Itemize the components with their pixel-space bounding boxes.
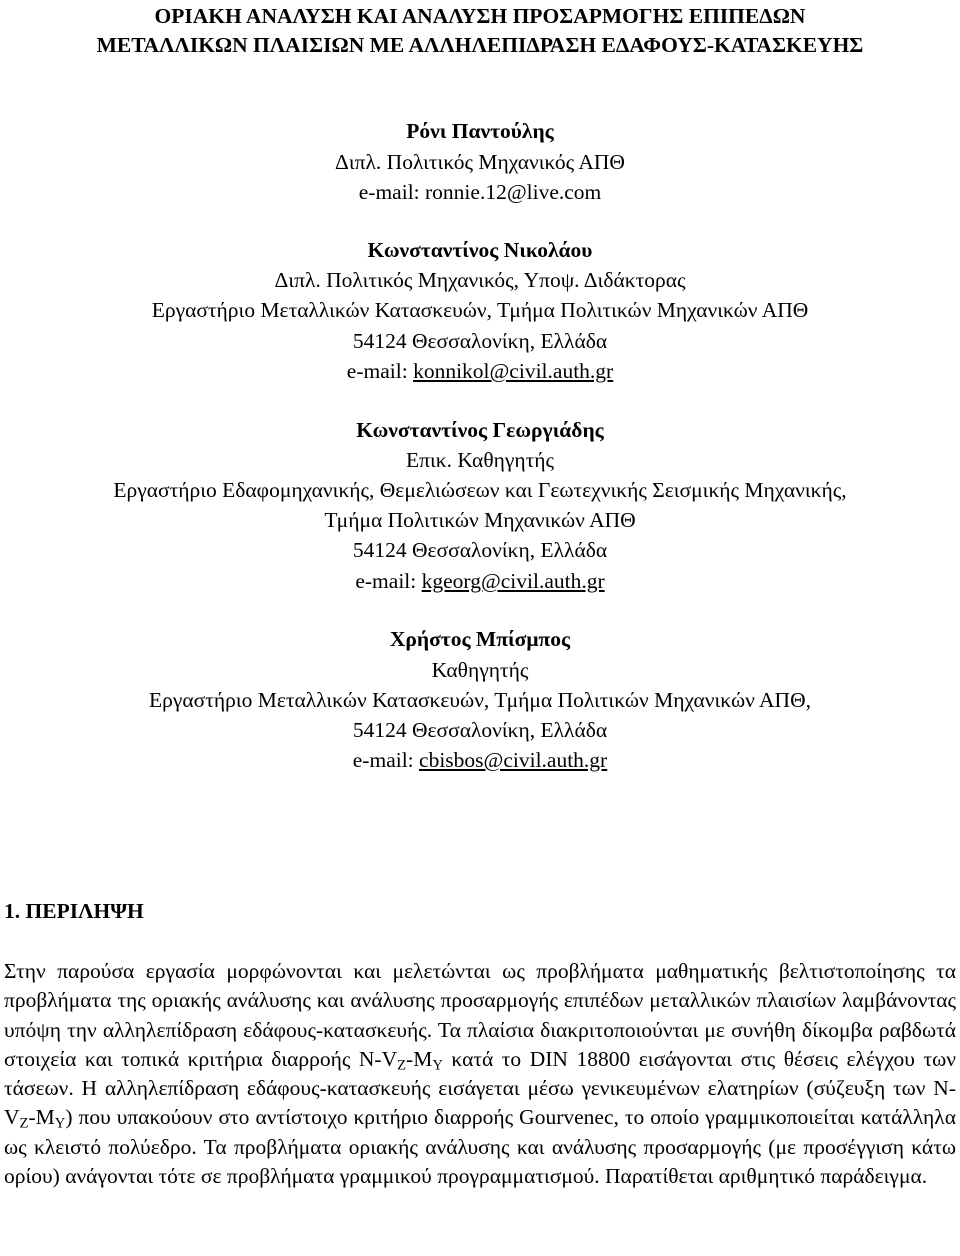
author-address: 54124 Θεσσαλονίκη, Ελλάδα <box>352 329 608 353</box>
email-link[interactable]: kgeorg@civil.auth.gr <box>421 569 605 593</box>
author-name: Ρόνι Παντούλης <box>406 119 554 143</box>
dash-m: -M <box>406 1046 433 1071</box>
dash-m: -M <box>28 1105 55 1130</box>
email-text: ronnie.12@live.com <box>425 180 602 204</box>
email-prefix: e-mail: <box>355 569 422 593</box>
author-name: Κωνσταντίνος Νικολάου <box>367 238 593 262</box>
author-email-line <box>0 569 960 594</box>
author-address: 54124 Θεσσαλονίκη, Ελλάδα <box>352 538 608 562</box>
author-email-line <box>0 359 960 384</box>
email-prefix: e-mail: <box>358 180 426 204</box>
email-link[interactable]: konnikol@civil.auth.gr <box>413 359 614 383</box>
author-affiliation: Εργαστήριο Μεταλλικών Κατασκευών, Τμήμα Πολιτικών Μηχανικών ΑΠΘ, <box>149 688 811 712</box>
paper-title <box>0 2 960 60</box>
email-prefix: e-mail: <box>346 359 414 383</box>
abstract-text: ) που υπακούουν στο αντίστοιχο κριτήριο διαρροής Gourvenec, το οποίο γραμμικοποιείται κατάλληλα ως κλειστό πολύεδρο. Τα προβλήματα οριακής ανάλυσης και ανάλυσης προσαρμογής (με προσέγγιση κάτω ορίου) ανάγονται τότε σε προβλήματα γραμμικού προγραμματισμού. Παρατίθεται αριθμητικό παράδειγμα. <box>4 1105 956 1189</box>
author-title: Διπλ. Πολιτικός Μηχανικός, Υποψ. Διδάκτορας <box>274 268 686 292</box>
email-link[interactable]: cbisbos@civil.auth.gr <box>419 748 608 772</box>
author-affiliation: Τμήμα Πολιτικών Μηχανικών ΑΠΘ <box>324 508 636 532</box>
author-title: Επικ. Καθηγητής <box>405 448 555 472</box>
title-line-1: ΟΡΙΑΚΗ ΑΝΑΛΥΣΗ ΚΑΙ ΑΝΑΛΥΣΗ ΠΡΟΣΑΡΜΟΓΗΣ ΕΠΙΠΕΔΩΝ <box>154 4 806 28</box>
subscript-y: Y <box>54 1116 66 1133</box>
author-affiliation: Εργαστήριο Εδαφομηχανικής, Θεμελιώσεων και Γεωτεχνικής Σεισμικής Μηχανικής, <box>113 478 847 502</box>
subscript-z: Z <box>19 1116 29 1133</box>
author-email-line <box>0 180 960 205</box>
author-name: Χρήστος Μπίσμπος <box>389 627 571 651</box>
email-prefix: e-mail: <box>352 748 420 772</box>
author-title: Καθηγητής <box>431 658 529 682</box>
title-line-2: ΜΕΤΑΛΛΙΚΩΝ ΠΛΑΙΣΙΩΝ ΜΕ ΑΛΛΗΛΕΠΙΔΡΑΣΗ ΕΔΑΦΟΥΣ-ΚΑΤΑΣΚΕΥΗΣ <box>96 33 864 57</box>
author-title: Διπλ. Πολιτικός Μηχανικός ΑΠΘ <box>335 150 625 174</box>
author-affiliation: Εργαστήριο Μεταλλικών Κατασκευών, Τμήμα Πολιτικών Μηχανικών ΑΠΘ <box>151 298 809 322</box>
section-heading: 1. ΠΕΡΙΛΗΨΗ <box>4 899 144 923</box>
author-email-line <box>0 748 960 773</box>
author-address: 54124 Θεσσαλονίκη, Ελλάδα <box>352 718 608 742</box>
subscript-z: Z <box>397 1057 407 1074</box>
abstract-text: Στην παρούσα εργασία μορφώνονται και μελετώνται ως προβλήματα μαθηματικής βελτιστοποίησης τα προβλήματα της οριακής ανάλυσης και ανάλυσης προσαρμογής επιπέδων μεταλλικών πλαισίων λαμβάνοντας υπόψη την αλληλεπίδραση εδάφους-κατασκευής. Τα πλαίσια διακριτοποιούνται με συνήθη δίκομβα ραβδωτά στοιχεία και τοπικά κριτήρια διαρροής N-V <box>4 959 956 1071</box>
subscript-y: Y <box>432 1057 443 1074</box>
author-name: Κωνσταντίνος Γεωργιάδης <box>356 418 604 442</box>
abstract-text: κατά το DIN 18800 εισάγονται στις θέσεις ελέγχου των τάσεων. Η αλληλεπίδραση εδάφους-κατασκευής εισάγεται μέσω γενικευμένων ελατηρίων (σύζευξη των N-V <box>4 1046 956 1130</box>
abstract-paragraph <box>4 957 956 1191</box>
